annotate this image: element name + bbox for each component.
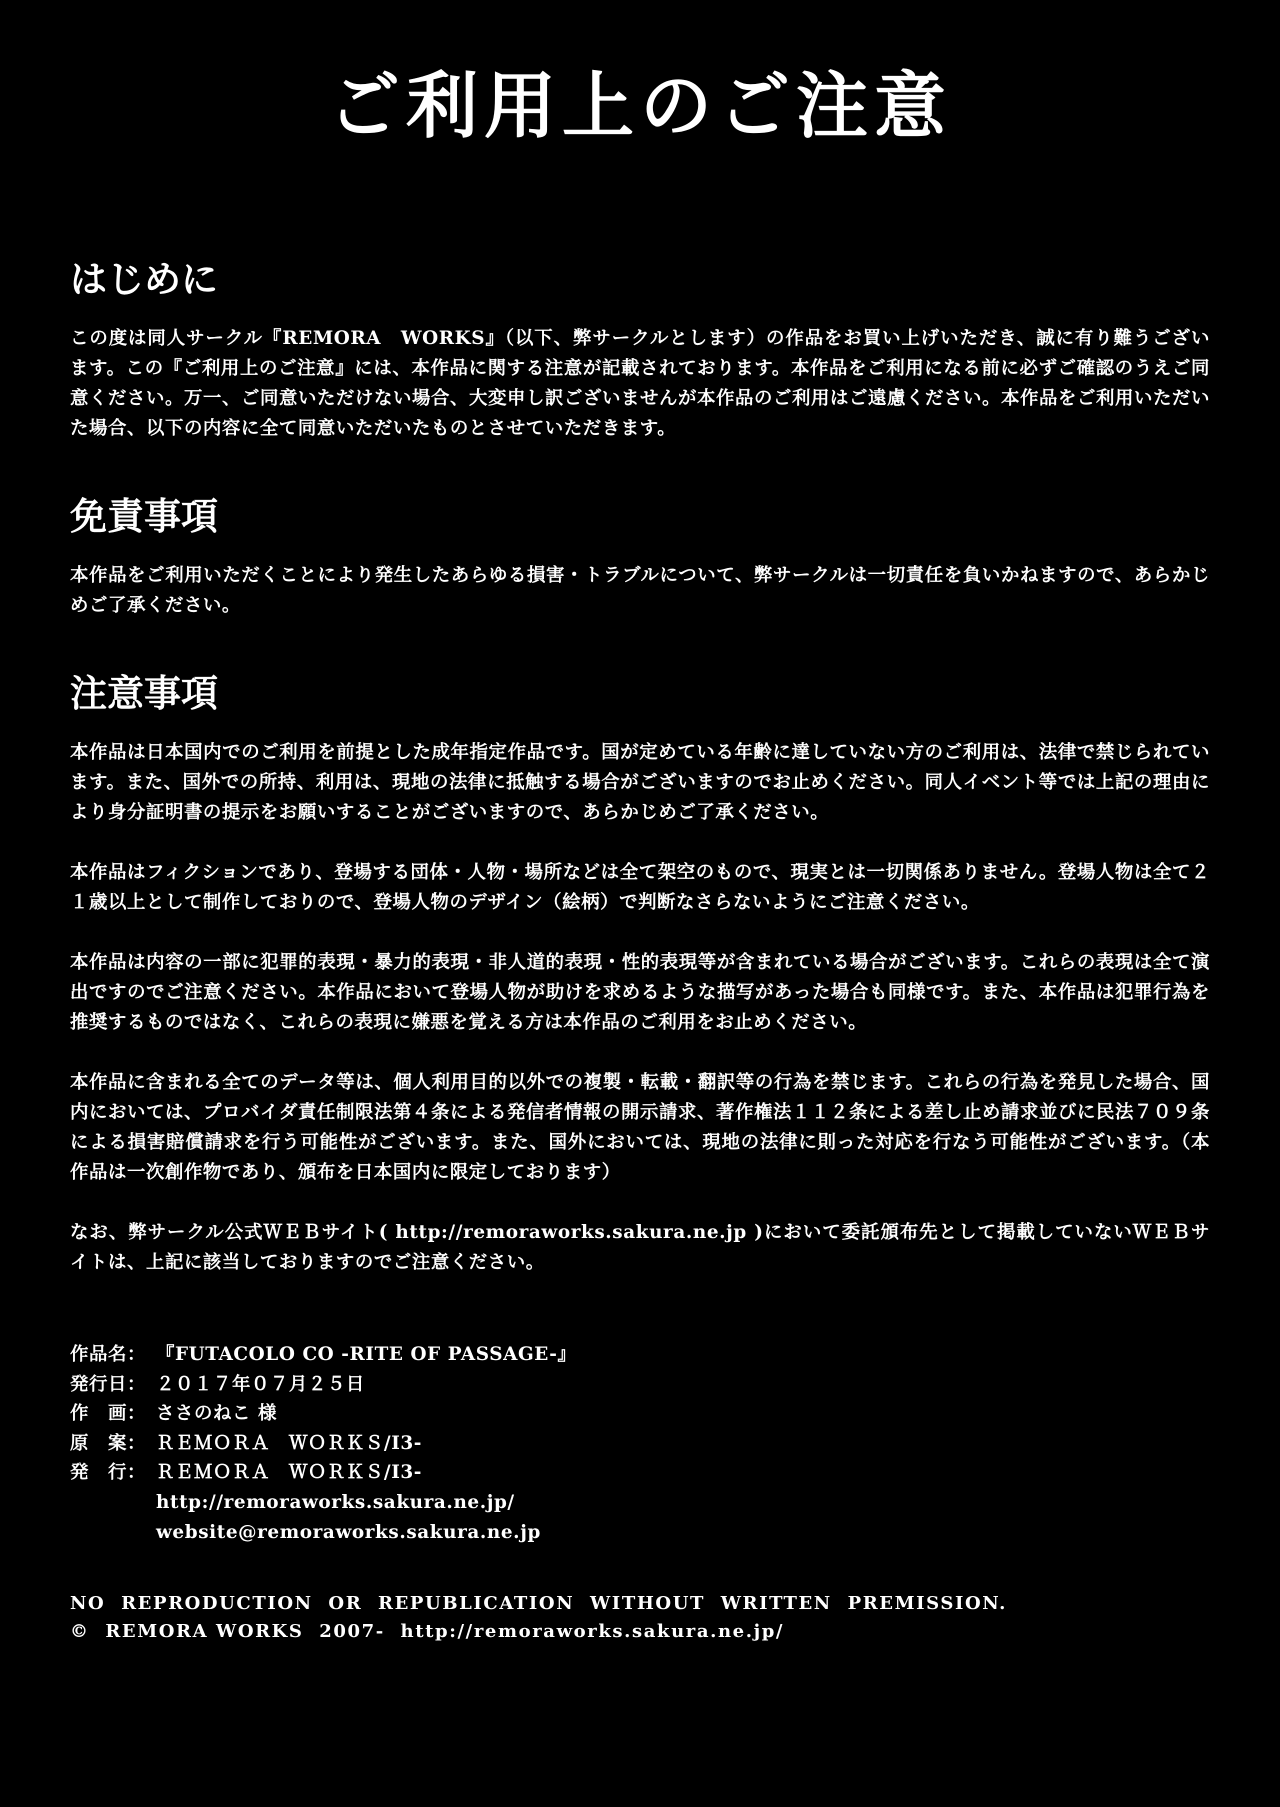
publisher-email: website@remoraworks.sakura.ne.jp bbox=[156, 1521, 541, 1543]
section-cautions bbox=[70, 670, 1210, 1278]
colophon-row-concept bbox=[70, 1429, 1210, 1459]
colophon-value: 『FUTACOLO CO -RITE OF PASSAGE-』 bbox=[156, 1344, 577, 1365]
colophon-row-title bbox=[70, 1340, 1210, 1370]
copyright-line: © REMORA WORKS 2007- http://remoraworks.sakura.ne.jp/ bbox=[70, 1621, 785, 1642]
colophon bbox=[70, 1340, 1210, 1547]
copyright-notice bbox=[70, 1590, 1210, 1646]
colophon-key: 原 案： bbox=[70, 1432, 146, 1454]
paragraph: 本作品は内容の一部に犯罪的表現・暴力的表現・非人道的表現・性的表現等が含まれている場合がございます。これらの表現は全て演出ですのでご注意ください。本作品において登場人物が助けを求めるような描写があった場合も同様です。また、本作品は犯罪行為を推奨するものではなく、これらの表現に嫌悪を覚える方は本作品のご利用をお止めください。 bbox=[70, 952, 1210, 1033]
colophon-key: 発行日： bbox=[70, 1373, 146, 1395]
section-heading: 免責事項 bbox=[70, 494, 218, 538]
paragraph: 本作品に含まれる全てのデータ等は、個人利用目的以外での複製・転載・翻訳等の行為を禁じます。これらの行為を発見した場合、国内においては、プロバイダ責任制限法第４条による発信者情報の開示請求、著作権法１１２条による差し止め請求並びに民法７０９条による損害賠償請求を行う可能性がございます。また、国外においては、現地の法律に則った対応を行なう可能性がございます。（本作品は一次創作物であり、頒布を日本国内に限定しております） bbox=[70, 1072, 1210, 1183]
colophon-key: 作 画： bbox=[70, 1403, 146, 1425]
colophon-key: 作品名： bbox=[70, 1344, 146, 1365]
no-reproduction-line: NO REPRODUCTION OR REPUBLICATION WITHOUT WRITTEN PREMISSION. bbox=[70, 1593, 1008, 1614]
page-title: ご利用上のご注意 bbox=[327, 63, 952, 148]
section-disclaimer bbox=[70, 493, 1210, 621]
colophon-key: 発 行： bbox=[70, 1462, 146, 1484]
paragraph: 本作品はフィクションであり、登場する団体・人物・場所などは全て架空のもので、現実とは一切関係ありません。登場人物は全て２１歳以上として制作しておりので、登場人物のデザイン（絵柄）で判断なさらないようにご注意ください。 bbox=[70, 862, 1210, 913]
paragraph: 本作品は日本国内でのご利用を前提とした成年指定作品です。国が定めている年齢に達していない方のご利用は、法律で禁じられています。また、国外での所持、利用は、現地の法律に抵触する場合がございますのでお止めください。同人イベント等では上記の理由により身分証明書の提示をお願いすることがございますので、あらかじめご了承ください。 bbox=[70, 742, 1210, 823]
publisher-url: http://remoraworks.sakura.ne.jp/ bbox=[156, 1491, 515, 1513]
section-introduction bbox=[70, 256, 1210, 444]
paragraph: この度は同人サークル『REMORA WORKS』（以下、弊サークルとします）の作品をお買い上げいただき、誠に有り難うございます。この『ご利用上のご注意』には、本作品に関する注意が記載されております。本作品をご利用になる前に必ずご確認のうえご同意ください。万一、ご同意いただけない場合、大変申し訳ございませんが本作品のご利用はご遠慮ください。本作品をご利用いただいた場合、以下の内容に全て同意いただいたものとさせていただきます。 bbox=[70, 328, 1210, 439]
colophon-value: ２０１７年０７月２５日 bbox=[156, 1373, 365, 1395]
colophon-value: ＲＥＭＯＲＡ ＷＯＲＫＳ/I3- bbox=[156, 1432, 423, 1454]
colophon-row-date bbox=[70, 1370, 1210, 1400]
paragraph: なお、弊サークル公式ＷＥＢサイト( http://remoraworks.sakura.ne.jp )において委託頒布先として掲載していないＷＥＢサイトは、上記に該当しておりますのでご注意ください。 bbox=[70, 1222, 1210, 1273]
colophon-value: ささのねこ 様 bbox=[156, 1403, 277, 1425]
colophon-row-publisher bbox=[70, 1458, 1210, 1488]
colophon-value: ＲＥＭＯＲＡ ＷＯＲＫＳ/I3- bbox=[156, 1462, 423, 1484]
section-heading: 注意事項 bbox=[70, 671, 218, 715]
paragraph: 本作品をご利用いただくことにより発生したあらゆる損害・トラブルについて、弊サークルは一切責任を負いかねますので、あらかじめご了承ください。 bbox=[70, 565, 1210, 616]
section-heading: はじめに bbox=[70, 257, 218, 301]
colophon-row-artist bbox=[70, 1399, 1210, 1429]
